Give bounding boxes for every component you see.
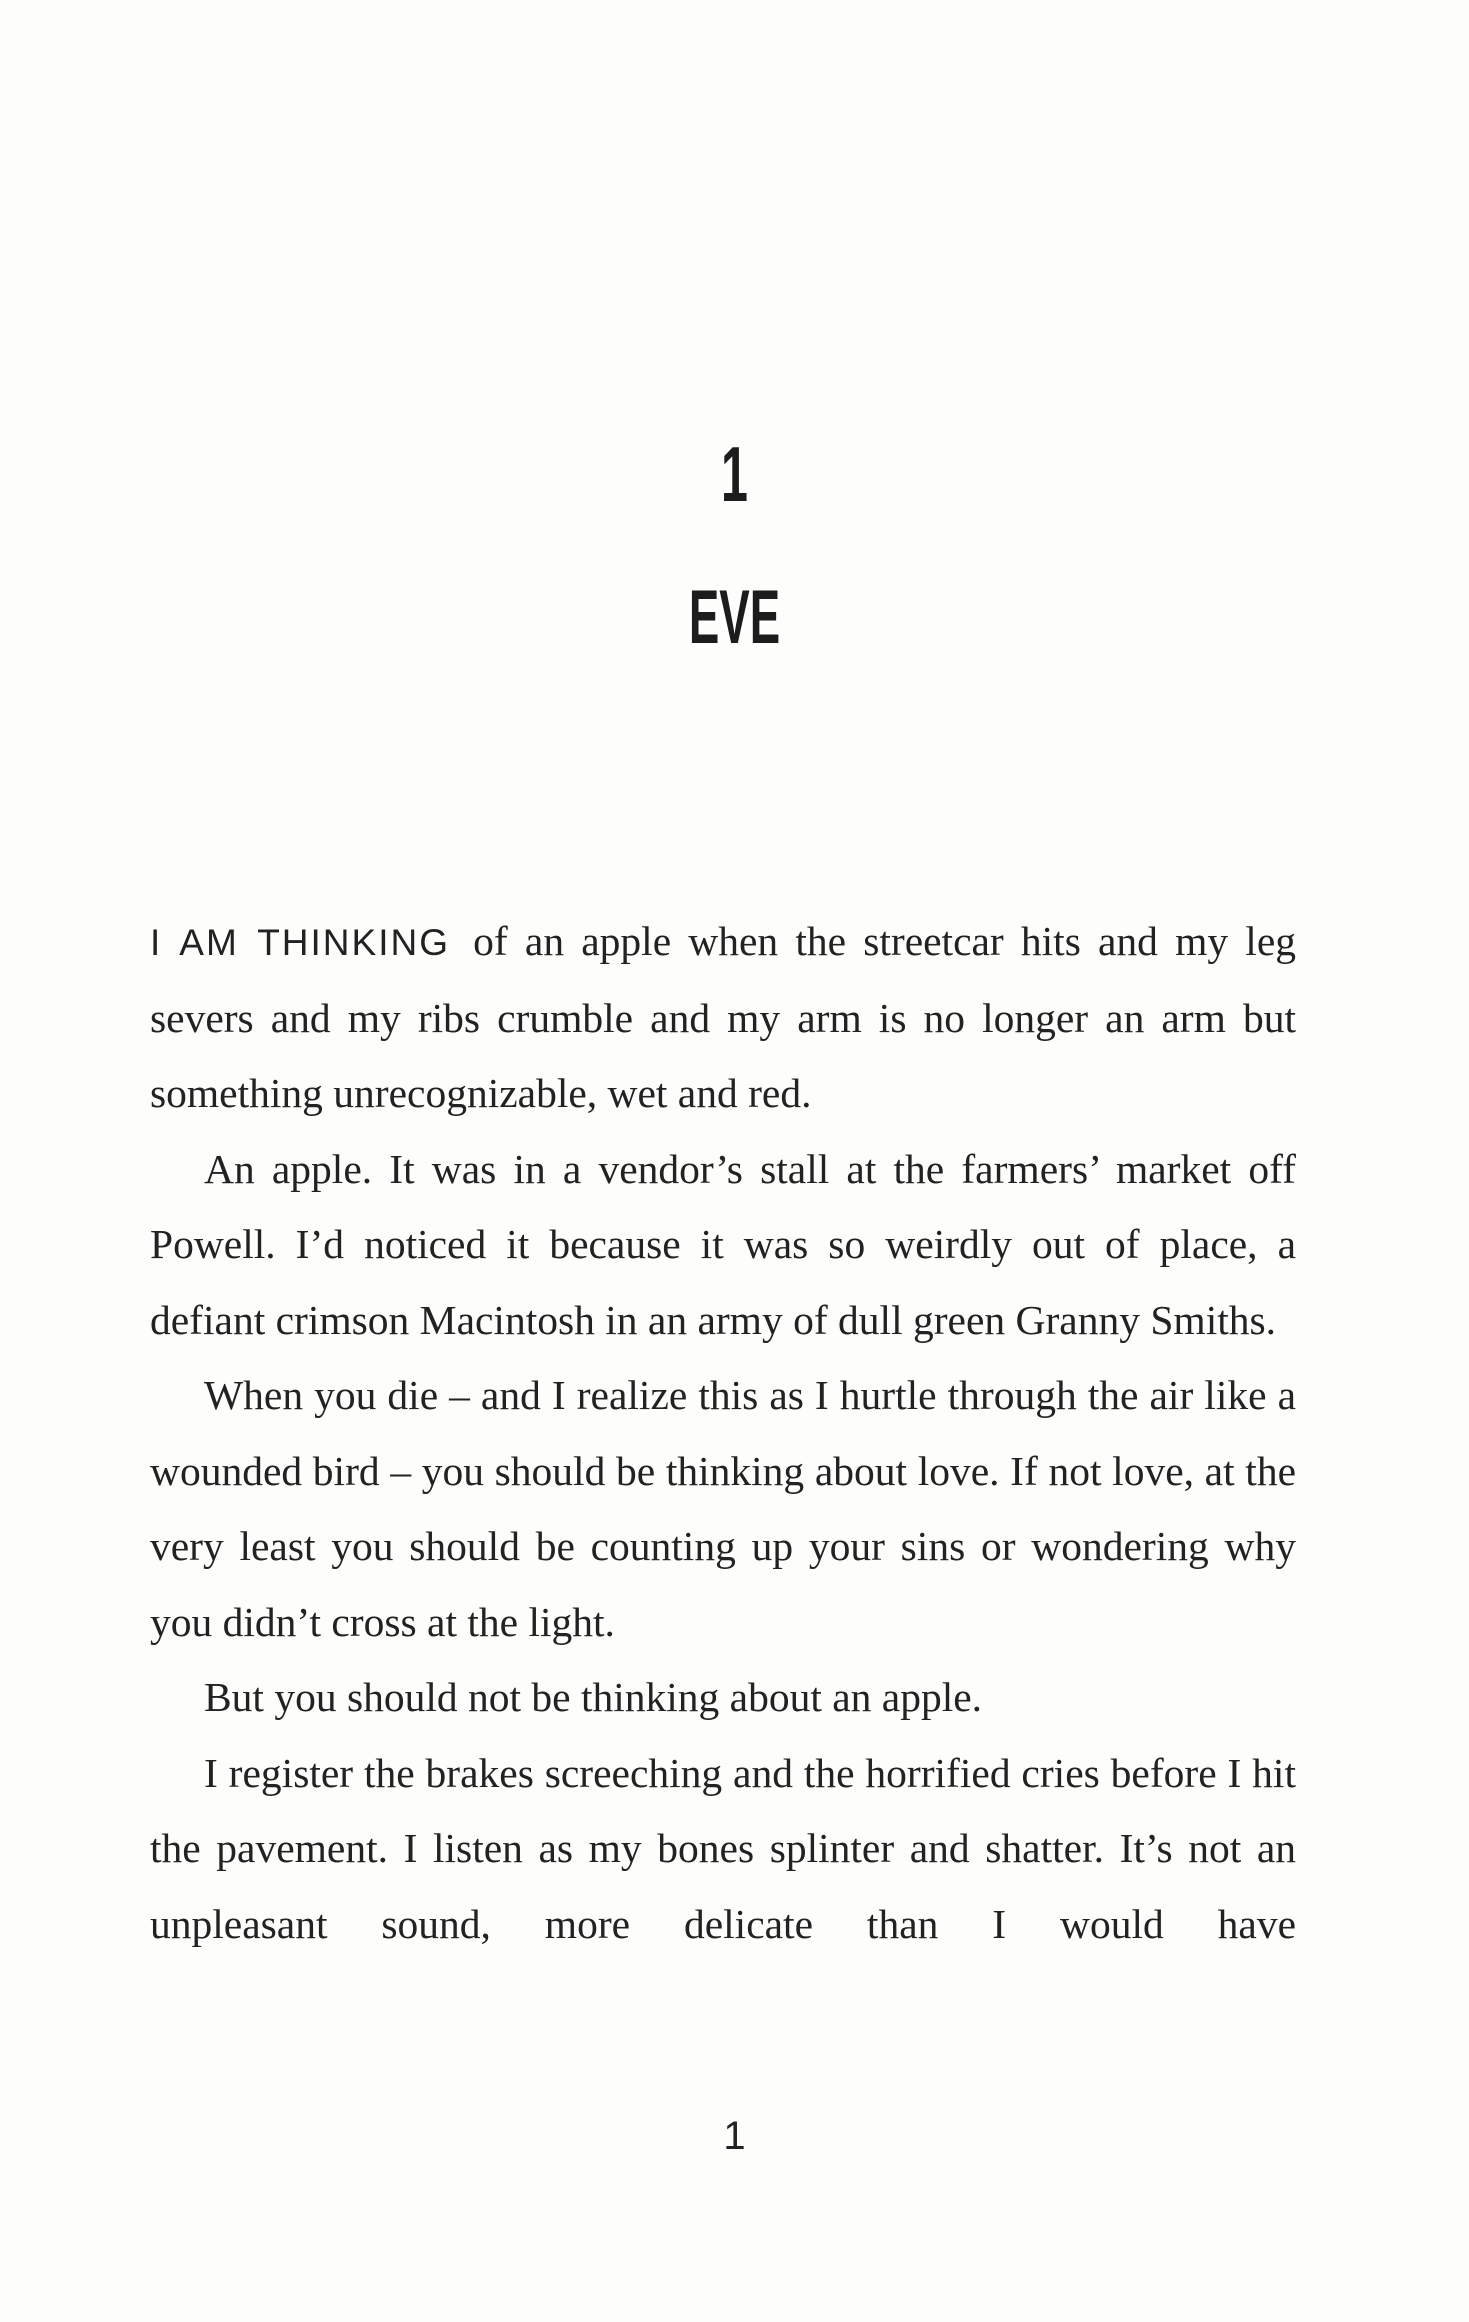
lead-in-small-caps: I AM THINKING — [150, 922, 450, 963]
paragraph-1 — [150, 904, 1296, 1132]
paragraph-4: But you should not be thinking about an apple. — [204, 1674, 983, 1720]
chapter-number: 1 — [721, 430, 748, 518]
paragraph-2: An apple. It was in a vendor’s stall at the farmers’ market off Powell. I’d noticed it because it was so weirdly out of place, a defiant crimson Macintosh in an army of dull green Granny Smiths. — [150, 1145, 1296, 1343]
chapter-title: EVE — [688, 575, 781, 660]
paragraph-1-text: of an apple when the streetcar hits and my leg severs and my ribs crumble and my arm is no longer an arm but something unrecognizable, wet and red. — [150, 918, 1296, 1116]
paragraph-5: I register the brakes screeching and the horrified cries before I hit the pavement. I listen as my bones splinter and shatter. It’s not an unpleasant sound, more delicate than I would have — [150, 1749, 1296, 1947]
page-number: 1 — [723, 2114, 746, 2158]
chapter-body — [150, 904, 1296, 1962]
paragraph-3: When you die – and I realize this as I hurtle through the air like a wounded bird – you should be thinking about love. If not love, at the very least you should be counting up your sins or wondering why you didn’t cross at the light. — [150, 1372, 1296, 1645]
